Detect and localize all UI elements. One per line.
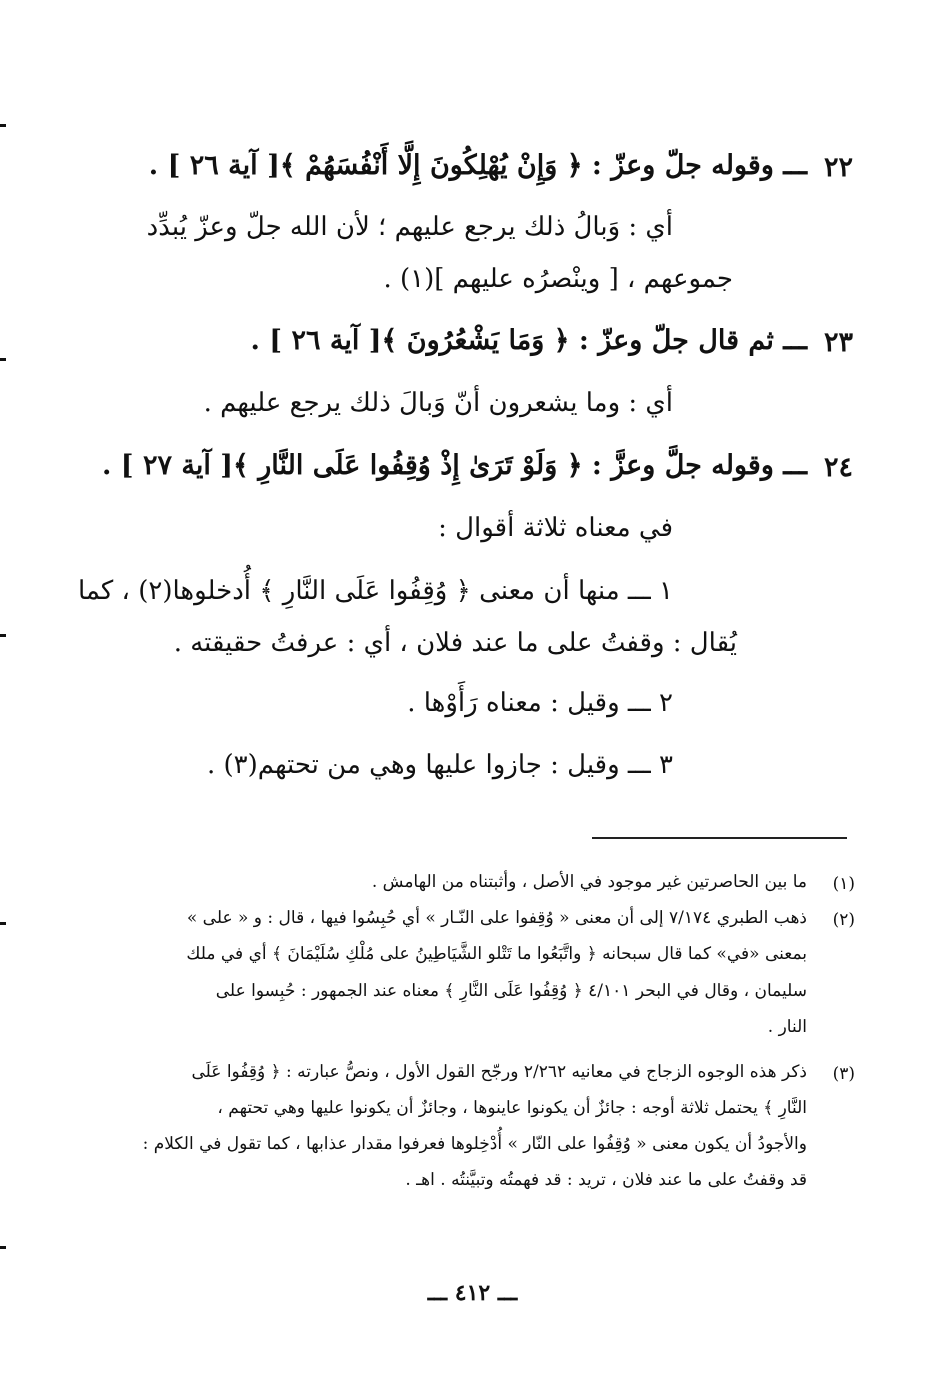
entry-heading: ـــ وقوله جلَّ وعزَّ : ﴿ وَلَوْ تَرَىٰ إِذْ وُقِفُوا عَلَى النَّارِ ﴾[ آية ٢٧ ] . (101, 450, 807, 481)
footnote-line: ذكر هذه الوجوه الزجاج في معانيه ٢/٢٦٢ ورجّح القول الأول ، ونصُّ عبارته : ﴿ وُقِفُوا عَلَى (191, 1062, 807, 1082)
entry-text-line: يُقال : وقفتُ على ما عند فلان ، أي : عرفتُ حقيقته . (173, 628, 737, 658)
scan-edge-mark (0, 358, 6, 361)
footnote-line: بمعنى «في» كما قال سبحانه ﴿ واتَّبَعُوا ما تَتْلو الشَّيَاطِينُ على مُلْكِ سُلَيْمَانَ ﴾ أي في ملك (186, 944, 807, 964)
entry-text-line: ٣ ـــ وقيل : جازوا عليها وهي من تحتهم(٣) . (206, 750, 673, 780)
entry-text-line: أي : وما يشعرون أنّ وَبالَ ذلك يرجع عليهم . (203, 388, 673, 418)
entry-text-line: جموعهم ، [ وينْصرُه عليهم ](١) . (383, 264, 733, 294)
footnote-number: (١) (832, 874, 855, 894)
entry-text-line: ١ ـــ منها أن معنى ﴿ وُقِفُوا عَلَى النَّارِ ﴾ أُدخلوها(٢) ، كما (77, 576, 673, 606)
footnote-line: سليمان ، وقال في البحر ٤/١٠١ ﴿ وُقِفُوا عَلَى النَّارِ ﴾ معناه عند الجمهور : حُبِسوا على (215, 981, 807, 1001)
entry-text-line: في معناه ثلاثة أقوال : (438, 513, 673, 543)
entry-text-line: أي : وَبالُ ذلك يرجع عليهم ؛ لأن الله جلّ وعزّ يُبدِّد (146, 212, 673, 242)
scan-edge-mark (0, 1246, 6, 1249)
entry-number: ٢٣ (823, 327, 853, 358)
scan-edge-mark (0, 634, 6, 637)
entry-number: ٢٢ (823, 152, 853, 183)
footnote-number: (٣) (832, 1064, 855, 1084)
entry-number: ٢٤ (823, 452, 853, 483)
entry-heading: ـــ ثم قال جلّ وعزّ : ﴿ وَمَا يَشْعُرُونَ ﴾[ آية ٢٦ ] . (250, 325, 807, 356)
footnote-number: (٢) (832, 910, 855, 930)
footnote-line: والأجودُ أن يكون معنى « وُقِفُوا على النّار » أُدْخِلوها فعرفوا مقدار عذابها ، كما تقول في الكلام : (142, 1134, 807, 1154)
footnote-separator (592, 837, 847, 839)
scan-edge-mark (0, 922, 6, 925)
footnote-line: النار . (767, 1017, 807, 1037)
entry-text-line: ٢ ـــ وقيل : معناه رَأَوْها . (407, 688, 673, 718)
footnote-line: قد وقفتُ على ما عند فلان ، تريد : قد فهمتُه وتبيَّنتُه . اهـ . (405, 1170, 807, 1190)
entry-heading: ـــ وقوله جلّ وعزّ : ﴿ وَإِنْ يُهْلِكُونَ إِلَّا أَنْفُسَهُمْ ﴾[ آية ٢٦ ] . (148, 150, 807, 181)
footnote-line: ذهب الطبري ٧/١٧٤ إلى أن معنى « وُقِفوا على النّـار » أي حُبِسُوا فيها ، قال : و « على » (186, 908, 807, 928)
footnote-line: ما بين الحاصرتين غير موجود في الأصل ، وأثبتناه من الهامش . (371, 872, 807, 892)
footnote-line: النَّارِ ﴾ يحتمل ثلاثة أوجه : جائزٌ أن يكونوا عاينوها ، وجائزٌ أن يكونوا عليها وهي تحتهم ، (217, 1098, 807, 1118)
scan-edge-mark (0, 124, 6, 127)
page-number: ـــ ٤١٢ ـــ (427, 1280, 518, 1306)
